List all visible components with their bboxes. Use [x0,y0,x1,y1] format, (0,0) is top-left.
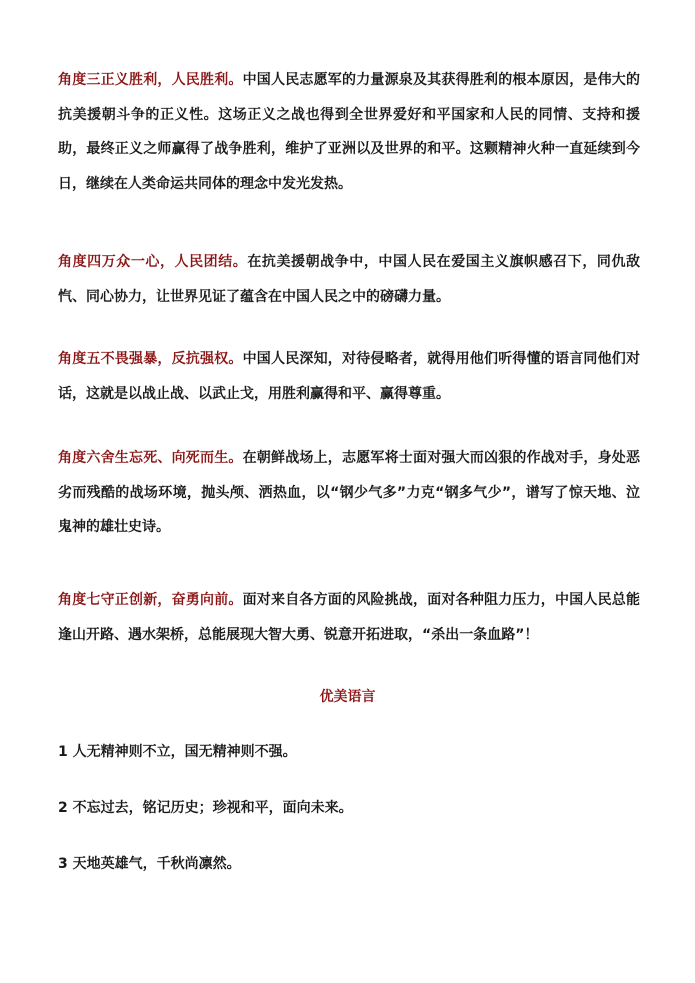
paragraph-angle-4 [58,245,640,314]
paragraph-body: 中国人民志愿军的力量源泉及其获得胜利的根本原因，是伟大的抗美援朝斗争的正义性。这场正义之战也得到全世界爱好和平国家和人民的同情、支持和援助，最终正义之师赢得了战争胜利，维护了亚洲以及世界的和平。这颗精神火种一直延续到今日，继续在人类命运共同体的理念中发光发热。 [58,72,641,192]
paragraph-angle-7 [58,583,640,652]
paragraph-body: 中国人民深知，对待侵略者，就得用他们听得懂的语言同他们对话，这就是以战止战、以武止戈，用胜利赢得和平、赢得尊重。 [58,351,641,402]
paragraph-highlight: 角度六舍生忘死、向死而生。 [58,450,243,466]
paragraph-highlight: 角度七守正创新，奋勇向前。 [58,592,243,608]
paragraph-body: 面对来自各方面的风险挑战，面对各种阻力压力，中国人民总能逢山开路、遇水架桥，总能展现大智大勇、锐意开拓进取，“杀出一条血路”！ [58,592,641,643]
paragraph-highlight: 角度四万众一心，人民团结。 [58,254,248,270]
paragraph-body: 在抗美援朝战争中，中国人民在爱国主义旗帜感召下，同仇敌忾、同心协力，让世界见证了蕴含在中国人民之中的磅礴力量。 [58,254,641,305]
paragraph-angle-3 [58,63,640,201]
paragraph-highlight: 角度三正义胜利，人民胜利。 [58,72,243,88]
quote-item: 3 天地英雄气，千秋尚凛然。 [58,856,241,872]
paragraph-body: 在朝鲜战场上，志愿军将士面对强大而凶狠的作战对手，身处恶劣而残酷的战场环境，抛头颅、洒热血，以“钢少气多”力克“钢多气少”，谱写了惊天地、泣鬼神的雄壮史诗。 [58,450,641,535]
paragraph-angle-5 [58,342,640,411]
quote-item: 2 不忘过去，铭记历史；珍视和平，面向未来。 [58,800,353,816]
paragraph-highlight: 角度五不畏强暴，反抗强权。 [58,351,243,367]
quote-item: 1 人无精神则不立，国无精神则不强。 [58,744,297,760]
paragraph-angle-6 [58,441,640,545]
section-heading: 优美语言 [319,689,376,705]
